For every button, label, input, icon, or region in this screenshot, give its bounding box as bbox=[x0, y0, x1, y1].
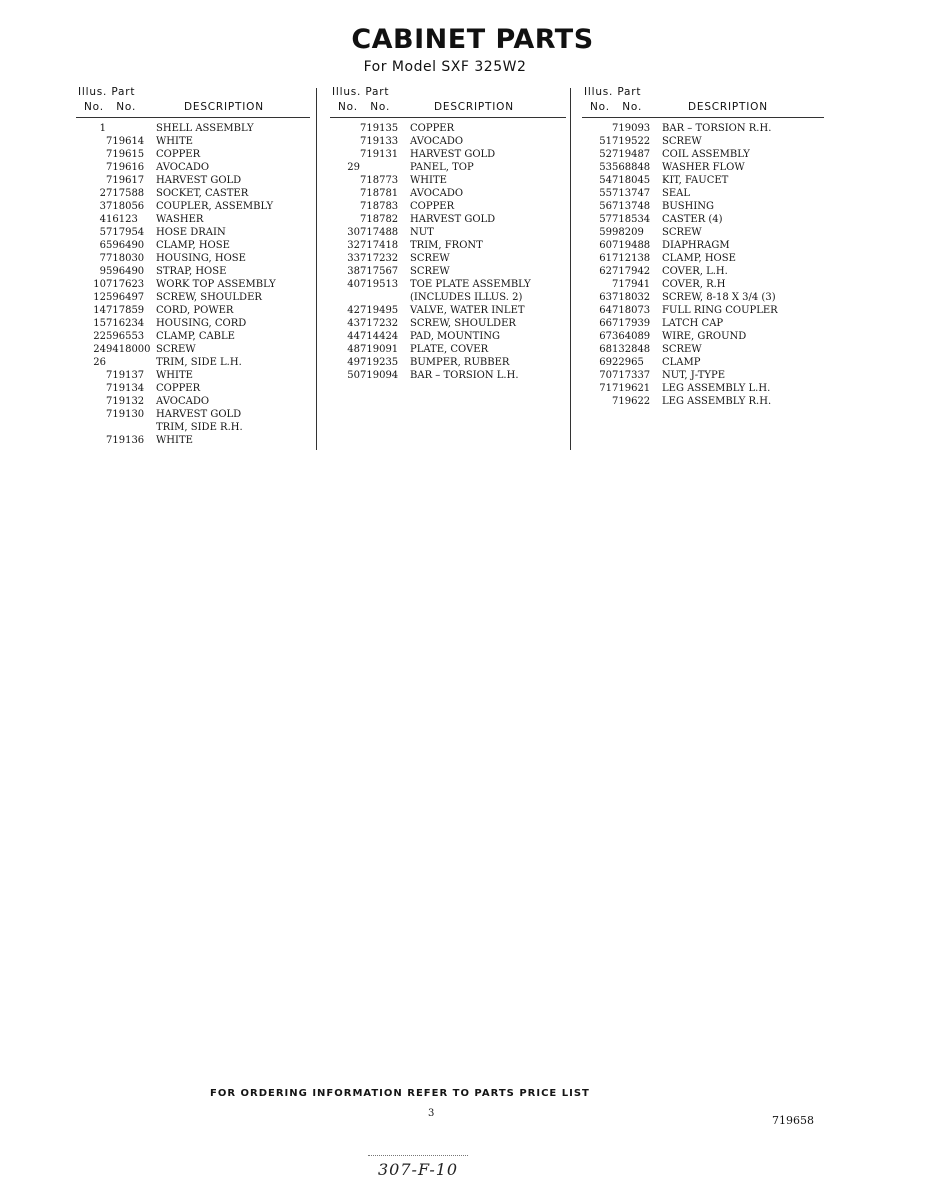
illus-number: 69 bbox=[599, 357, 612, 368]
part-number: 717939 bbox=[612, 318, 651, 329]
header-description: DESCRIPTION bbox=[688, 101, 768, 113]
part-description: SOCKET, CASTER bbox=[156, 188, 249, 199]
part-row bbox=[76, 265, 310, 278]
illus-number: 22 bbox=[93, 331, 106, 342]
header-illus-part: Illus. Part bbox=[584, 86, 642, 98]
part-description: COVER, R.H bbox=[662, 279, 726, 290]
column-header bbox=[330, 86, 566, 118]
parts-rows bbox=[76, 122, 310, 447]
part-description: TOE PLATE ASSEMBLY bbox=[410, 279, 531, 290]
part-row bbox=[330, 148, 566, 161]
part-row bbox=[76, 213, 310, 226]
part-description: HOUSING, CORD bbox=[156, 318, 247, 329]
header-rule bbox=[330, 117, 566, 118]
illus-number: 29 bbox=[347, 162, 360, 173]
part-description: WHITE bbox=[156, 370, 193, 381]
part-description: SCREW, SHOULDER bbox=[156, 292, 262, 303]
part-description: SCREW, 8-18 X 3/4 (3) bbox=[662, 292, 776, 303]
part-number: 22965 bbox=[612, 357, 644, 368]
part-description: PAD, MOUNTING bbox=[410, 331, 501, 342]
part-row bbox=[330, 135, 566, 148]
illus-number: 63 bbox=[599, 292, 612, 303]
part-number: 719522 bbox=[612, 136, 651, 147]
illus-number: 24 bbox=[93, 344, 106, 355]
illus-number: 26 bbox=[93, 357, 106, 368]
part-number: 719137 bbox=[106, 370, 145, 381]
part-row bbox=[330, 239, 566, 252]
part-row bbox=[76, 291, 310, 304]
part-description: LEG ASSEMBLY R.H. bbox=[662, 396, 772, 407]
part-row bbox=[330, 174, 566, 187]
part-number: 719133 bbox=[360, 136, 399, 147]
illus-number: 38 bbox=[347, 266, 360, 277]
part-row bbox=[330, 226, 566, 239]
illus-number: 15 bbox=[93, 318, 106, 329]
illus-number: 49 bbox=[347, 357, 360, 368]
part-description: WHITE bbox=[410, 175, 447, 186]
column-divider bbox=[570, 88, 571, 450]
part-number: 718773 bbox=[360, 175, 399, 186]
header-description: DESCRIPTION bbox=[184, 101, 264, 113]
part-number: 718030 bbox=[106, 253, 145, 264]
part-number: 719621 bbox=[612, 383, 651, 394]
part-number: 596490 bbox=[106, 266, 145, 277]
parts-rows bbox=[330, 122, 566, 382]
part-description: WORK TOP ASSEMBLY bbox=[156, 279, 276, 290]
part-number: 719488 bbox=[612, 240, 651, 251]
part-description: (INCLUDES ILLUS. 2) bbox=[410, 292, 523, 303]
page-number: 3 bbox=[428, 1108, 435, 1119]
part-row bbox=[76, 330, 310, 343]
part-number: 713747 bbox=[612, 188, 651, 199]
part-row bbox=[76, 434, 310, 447]
part-number: 596490 bbox=[106, 240, 145, 251]
part-number: 717859 bbox=[106, 305, 145, 316]
part-row bbox=[330, 200, 566, 213]
part-description: AVOCADO bbox=[410, 188, 464, 199]
part-row bbox=[582, 369, 824, 382]
illus-number: 6 bbox=[99, 240, 106, 251]
part-number: 717588 bbox=[106, 188, 145, 199]
part-row bbox=[76, 356, 310, 369]
part-row bbox=[582, 187, 824, 200]
part-number: 719614 bbox=[106, 136, 145, 147]
part-row bbox=[330, 356, 566, 369]
illus-number: 53 bbox=[599, 162, 612, 173]
part-description: PANEL, TOP bbox=[410, 162, 474, 173]
part-row bbox=[76, 343, 310, 356]
illus-number: 32 bbox=[347, 240, 360, 251]
part-row bbox=[582, 174, 824, 187]
part-description: AVOCADO bbox=[156, 396, 210, 407]
part-row bbox=[76, 226, 310, 239]
part-row bbox=[76, 122, 310, 135]
part-description: SEAL bbox=[662, 188, 691, 199]
part-row bbox=[582, 382, 824, 395]
illus-number: 67 bbox=[599, 331, 612, 342]
header-no: No. No. bbox=[590, 101, 643, 113]
illus-number: 14 bbox=[93, 305, 106, 316]
part-description: CLAMP, CABLE bbox=[156, 331, 235, 342]
part-description: BUMPER, RUBBER bbox=[410, 357, 510, 368]
part-description: NUT, J-TYPE bbox=[662, 370, 726, 381]
part-row bbox=[582, 226, 824, 239]
part-description: WHITE bbox=[156, 435, 193, 446]
illus-number: 4 bbox=[99, 214, 106, 225]
part-row bbox=[582, 265, 824, 278]
header-no: No. No. bbox=[338, 101, 391, 113]
part-number: 712138 bbox=[612, 253, 651, 264]
part-row bbox=[582, 317, 824, 330]
part-row bbox=[582, 213, 824, 226]
part-description: WHITE bbox=[156, 136, 193, 147]
illus-number: 61 bbox=[599, 253, 612, 264]
part-description: STRAP, HOSE bbox=[156, 266, 227, 277]
part-row bbox=[582, 200, 824, 213]
part-description: PLATE, COVER bbox=[410, 344, 489, 355]
part-row bbox=[330, 330, 566, 343]
part-number: 718781 bbox=[360, 188, 399, 199]
illus-number: 40 bbox=[347, 279, 360, 290]
illus-number: 56 bbox=[599, 201, 612, 212]
part-row bbox=[330, 317, 566, 330]
part-row bbox=[330, 122, 566, 135]
illus-number: 44 bbox=[347, 331, 360, 342]
part-description: SCREW, SHOULDER bbox=[410, 318, 516, 329]
header-rule bbox=[76, 117, 310, 118]
part-row bbox=[76, 187, 310, 200]
part-description: SCREW bbox=[156, 344, 196, 355]
part-number: 364089 bbox=[612, 331, 651, 342]
part-description: NUT bbox=[410, 227, 434, 238]
part-description: SHELL ASSEMBLY bbox=[156, 123, 254, 134]
illus-number: 9 bbox=[99, 266, 106, 277]
part-row bbox=[76, 278, 310, 291]
part-row bbox=[582, 161, 824, 174]
part-number: 717418 bbox=[360, 240, 399, 251]
part-number: 717941 bbox=[612, 279, 651, 290]
part-description: SCREW bbox=[662, 227, 702, 238]
part-row bbox=[330, 265, 566, 278]
part-number: 719616 bbox=[106, 162, 145, 173]
part-description: COPPER bbox=[156, 149, 201, 160]
illus-number: 2 bbox=[99, 188, 106, 199]
part-description: HARVEST GOLD bbox=[410, 149, 496, 160]
part-description: AVOCADO bbox=[410, 136, 464, 147]
handwritten-note: 307-F-10 bbox=[378, 1160, 459, 1179]
part-number: 718073 bbox=[612, 305, 651, 316]
part-number: 719091 bbox=[360, 344, 399, 355]
part-row bbox=[582, 122, 824, 135]
column-header bbox=[76, 86, 310, 118]
part-row bbox=[582, 343, 824, 356]
part-row bbox=[582, 239, 824, 252]
part-description: AVOCADO bbox=[156, 162, 210, 173]
part-description: CLAMP, HOSE bbox=[662, 253, 736, 264]
ordering-info-footer: FOR ORDERING INFORMATION REFER TO PARTS PRICE LIST bbox=[210, 1088, 590, 1099]
part-row bbox=[582, 356, 824, 369]
illus-number: 70 bbox=[599, 370, 612, 381]
illus-number: 68 bbox=[599, 344, 612, 355]
illus-number: 60 bbox=[599, 240, 612, 251]
part-number: 719093 bbox=[612, 123, 651, 134]
part-number: 714424 bbox=[360, 331, 399, 342]
illus-number: 59 bbox=[599, 227, 612, 238]
part-row bbox=[582, 291, 824, 304]
illus-number: 55 bbox=[599, 188, 612, 199]
part-number: 16123 bbox=[106, 214, 138, 225]
part-number: 717954 bbox=[106, 227, 145, 238]
part-number: 716234 bbox=[106, 318, 145, 329]
part-row bbox=[330, 161, 566, 174]
part-row bbox=[330, 213, 566, 226]
part-number: 596553 bbox=[106, 331, 145, 342]
part-description: TRIM, SIDE R.H. bbox=[156, 422, 243, 433]
part-number: 719487 bbox=[612, 149, 651, 160]
part-description: CLAMP, HOSE bbox=[156, 240, 230, 251]
part-description: COUPLER, ASSEMBLY bbox=[156, 201, 274, 212]
part-row bbox=[76, 421, 310, 434]
part-number: 719617 bbox=[106, 175, 145, 186]
part-number: 717232 bbox=[360, 253, 399, 264]
header-description: DESCRIPTION bbox=[434, 101, 514, 113]
part-description: HARVEST GOLD bbox=[156, 175, 242, 186]
part-description: LEG ASSEMBLY L.H. bbox=[662, 383, 771, 394]
part-row bbox=[582, 330, 824, 343]
part-number: 98209 bbox=[612, 227, 644, 238]
header-illus-part: Illus. Part bbox=[332, 86, 390, 98]
part-number: 719495 bbox=[360, 305, 399, 316]
part-number: 717488 bbox=[360, 227, 399, 238]
part-row bbox=[330, 252, 566, 265]
part-description: COIL ASSEMBLY bbox=[662, 149, 750, 160]
part-row bbox=[76, 239, 310, 252]
part-description: CLAMP bbox=[662, 357, 701, 368]
parts-column-1 bbox=[76, 86, 310, 447]
illus-number: 10 bbox=[93, 279, 106, 290]
part-number: 719134 bbox=[106, 383, 145, 394]
part-row bbox=[330, 369, 566, 382]
illus-number: 3 bbox=[99, 201, 106, 212]
illus-number: 42 bbox=[347, 305, 360, 316]
part-row bbox=[330, 187, 566, 200]
part-row bbox=[76, 174, 310, 187]
part-description: WASHER bbox=[156, 214, 204, 225]
part-row bbox=[330, 278, 566, 291]
part-number: 719513 bbox=[360, 279, 399, 290]
column-header bbox=[582, 86, 824, 118]
part-number: 9418000 bbox=[106, 344, 151, 355]
part-number: 718045 bbox=[612, 175, 651, 186]
part-row bbox=[76, 148, 310, 161]
part-description: VALVE, WATER INLET bbox=[410, 305, 525, 316]
part-description: CORD, POWER bbox=[156, 305, 234, 316]
handwritten-underline bbox=[368, 1155, 468, 1156]
part-description: WASHER FLOW bbox=[662, 162, 745, 173]
part-row bbox=[76, 369, 310, 382]
illus-number: 5 bbox=[99, 227, 106, 238]
part-description: COVER, L.H. bbox=[662, 266, 728, 277]
part-row bbox=[582, 252, 824, 265]
part-number: 719136 bbox=[106, 435, 145, 446]
illus-number: 50 bbox=[347, 370, 360, 381]
part-row bbox=[582, 135, 824, 148]
illus-number: 51 bbox=[599, 136, 612, 147]
illus-number: 66 bbox=[599, 318, 612, 329]
part-row bbox=[582, 278, 824, 291]
part-description: LATCH CAP bbox=[662, 318, 724, 329]
part-row bbox=[76, 135, 310, 148]
illus-number: 12 bbox=[93, 292, 106, 303]
part-row bbox=[76, 304, 310, 317]
page-subtitle: For Model SXF 325W2 bbox=[363, 59, 527, 75]
part-number: 719622 bbox=[612, 396, 651, 407]
illus-number: 57 bbox=[599, 214, 612, 225]
part-number: 132848 bbox=[612, 344, 651, 355]
part-row bbox=[76, 252, 310, 265]
part-description: SCREW bbox=[410, 253, 450, 264]
part-number: 717942 bbox=[612, 266, 651, 277]
part-row bbox=[76, 408, 310, 421]
illus-number: 54 bbox=[599, 175, 612, 186]
part-number: 717337 bbox=[612, 370, 651, 381]
header-no: No. No. bbox=[84, 101, 137, 113]
part-description: CASTER (4) bbox=[662, 214, 723, 225]
part-description: BAR – TORSION L.H. bbox=[410, 370, 519, 381]
part-description: HOSE DRAIN bbox=[156, 227, 226, 238]
part-number: 719135 bbox=[360, 123, 399, 134]
part-number: 718783 bbox=[360, 201, 399, 212]
document-number: 719658 bbox=[772, 1114, 814, 1127]
part-description: HOUSING, HOSE bbox=[156, 253, 246, 264]
part-row bbox=[76, 200, 310, 213]
part-number: 719131 bbox=[360, 149, 399, 160]
part-number: 717232 bbox=[360, 318, 399, 329]
illus-number: 43 bbox=[347, 318, 360, 329]
illus-number: 71 bbox=[599, 383, 612, 394]
part-number: 717567 bbox=[360, 266, 399, 277]
illus-number: 7 bbox=[99, 253, 106, 264]
part-number: 719094 bbox=[360, 370, 399, 381]
part-description: TRIM, SIDE L.H. bbox=[156, 357, 242, 368]
part-number: 713748 bbox=[612, 201, 651, 212]
part-number: 568848 bbox=[612, 162, 651, 173]
part-description: WIRE, GROUND bbox=[662, 331, 747, 342]
part-description: HARVEST GOLD bbox=[410, 214, 496, 225]
part-number: 719130 bbox=[106, 409, 145, 420]
part-description: COPPER bbox=[156, 383, 201, 394]
part-number: 719132 bbox=[106, 396, 145, 407]
part-number: 718056 bbox=[106, 201, 145, 212]
parts-rows bbox=[582, 122, 824, 408]
part-number: 717623 bbox=[106, 279, 145, 290]
part-number: 719235 bbox=[360, 357, 399, 368]
illus-number: 1 bbox=[99, 123, 106, 134]
part-number: 718534 bbox=[612, 214, 651, 225]
part-row bbox=[582, 304, 824, 317]
illus-number: 64 bbox=[599, 305, 612, 316]
part-description: SCREW bbox=[410, 266, 450, 277]
part-number: 718032 bbox=[612, 292, 651, 303]
part-number: 596497 bbox=[106, 292, 145, 303]
parts-column-3 bbox=[582, 86, 824, 408]
part-row bbox=[330, 304, 566, 317]
part-description: HARVEST GOLD bbox=[156, 409, 242, 420]
part-row bbox=[582, 395, 824, 408]
part-description: TRIM, FRONT bbox=[410, 240, 483, 251]
illus-number: 48 bbox=[347, 344, 360, 355]
part-row bbox=[76, 395, 310, 408]
illus-number: 62 bbox=[599, 266, 612, 277]
part-description: BAR – TORSION R.H. bbox=[662, 123, 772, 134]
part-row bbox=[76, 317, 310, 330]
page-title: CABINET PARTS bbox=[351, 24, 594, 55]
part-description: FULL RING COUPLER bbox=[662, 305, 778, 316]
part-row bbox=[76, 161, 310, 174]
column-divider bbox=[316, 88, 317, 450]
part-number: 718782 bbox=[360, 214, 399, 225]
part-description: COPPER bbox=[410, 201, 455, 212]
part-description: DIAPHRAGM bbox=[662, 240, 730, 251]
illus-number: 33 bbox=[347, 253, 360, 264]
part-description: SCREW bbox=[662, 344, 702, 355]
part-row bbox=[330, 343, 566, 356]
header-rule bbox=[582, 117, 824, 118]
part-row bbox=[582, 148, 824, 161]
part-description: SCREW bbox=[662, 136, 702, 147]
header-illus-part: Illus. Part bbox=[78, 86, 136, 98]
part-row bbox=[76, 382, 310, 395]
part-description: BUSHING bbox=[662, 201, 715, 212]
part-row bbox=[330, 291, 566, 304]
illus-number: 30 bbox=[347, 227, 360, 238]
parts-column-2 bbox=[330, 86, 566, 382]
illus-number: 52 bbox=[599, 149, 612, 160]
part-description: COPPER bbox=[410, 123, 455, 134]
part-number: 719615 bbox=[106, 149, 145, 160]
part-description: KIT, FAUCET bbox=[662, 175, 729, 186]
